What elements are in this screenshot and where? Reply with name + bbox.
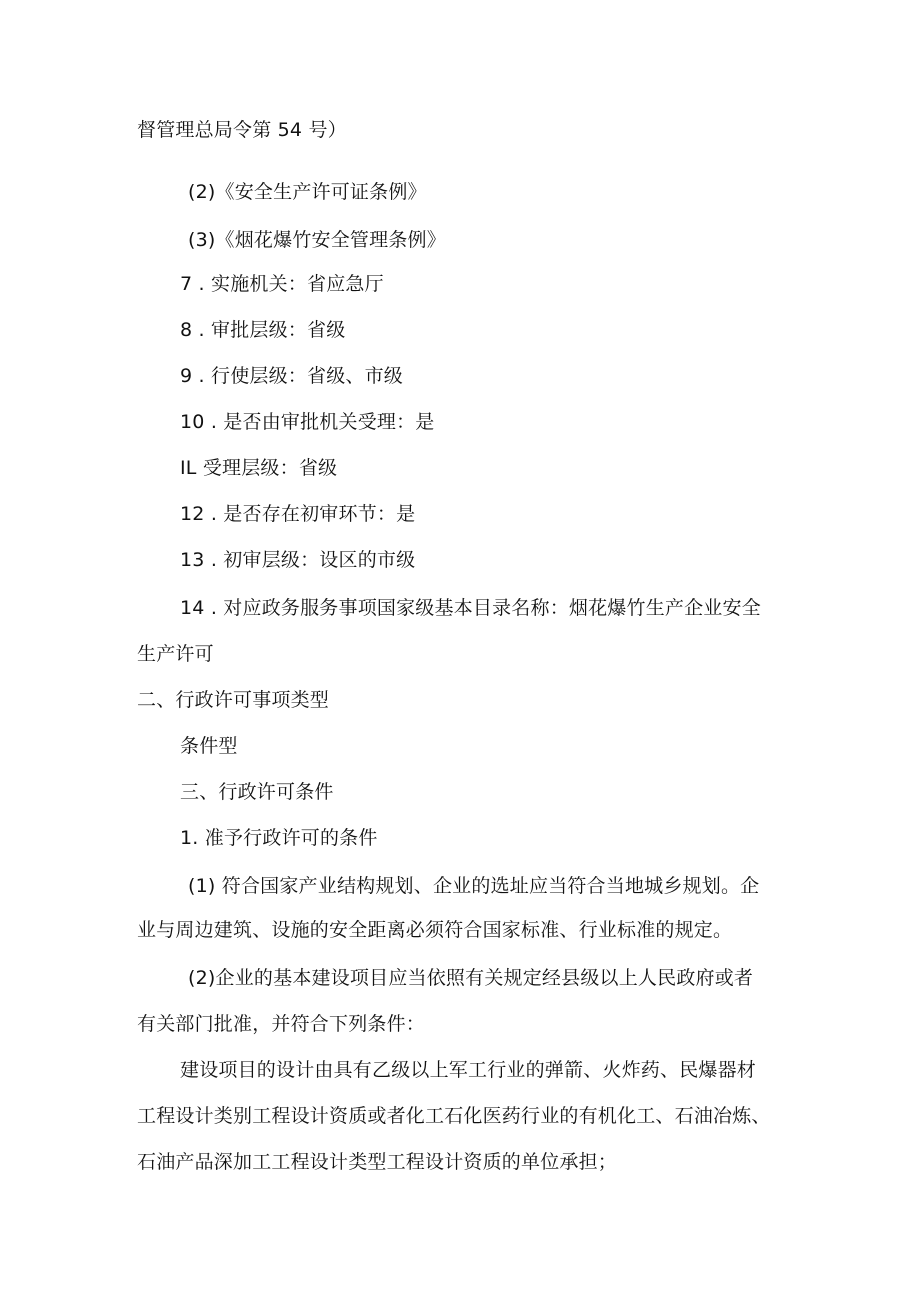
text-line-item-14: 14 . 对应政务服务事项国家级基本目录名称：烟花爆竹生产企业安全 [180,597,761,619]
subsection-heading-1: 1. 准予行政许可的条件 [180,827,378,849]
section-heading-2: 二、行政许可事项类型 [137,689,330,711]
text-line-design-req-cont-1: 工程设计类别工程设计资质或者化工石化医药行业的有机化工、石油冶炼、 [137,1105,771,1127]
text-line-item-9: 9 . 行使层级：省级、市级 [180,365,404,387]
text-line-condition-2: (2)企业的基本建设项目应当依照有关规定经县级以上人民政府或者 [188,967,754,989]
text-line-item-12: 12 . 是否存在初审环节：是 [180,503,416,525]
text-line-type: 条件型 [180,735,238,757]
text-line-ordinance-ref: 督管理总局令第 54 号） [137,119,347,141]
text-line-law-2: (2)《安全生产许可证条例》 [188,181,427,203]
text-line-design-req-cont-2: 石油产品深加工工程设计类型工程设计资质的单位承担； [137,1151,618,1173]
text-line-design-req: 建设项目的设计由具有乙级以上军工行业的弹箭、火炸药、民爆器材 [180,1059,757,1081]
section-heading-3: 三、行政许可条件 [180,781,334,803]
text-line-condition-1: (1) 符合国家产业结构规划、企业的选址应当符合当地城乡规划。企 [188,875,760,897]
text-line-condition-2-cont: 有关部门批准，并符合下列条件： [137,1013,426,1035]
text-line-law-3: (3)《烟花爆竹安全管理条例》 [188,229,446,251]
text-line-item-7: 7 . 实施机关：省应急厅 [180,273,384,295]
text-line-condition-1-cont: 业与周边建筑、设施的安全距离必须符合国家标准、行业标准的规定。 [137,919,733,941]
text-line-item-10: 10 . 是否由审批机关受理：是 [180,411,435,433]
text-line-item-11: IL 受理层级：省级 [180,457,338,479]
text-line-item-13: 13 . 初审层级：设区的市级 [180,549,416,571]
text-line-item-14-cont: 生产许可 [137,643,214,665]
text-line-item-8: 8 . 审批层级：省级 [180,319,346,341]
